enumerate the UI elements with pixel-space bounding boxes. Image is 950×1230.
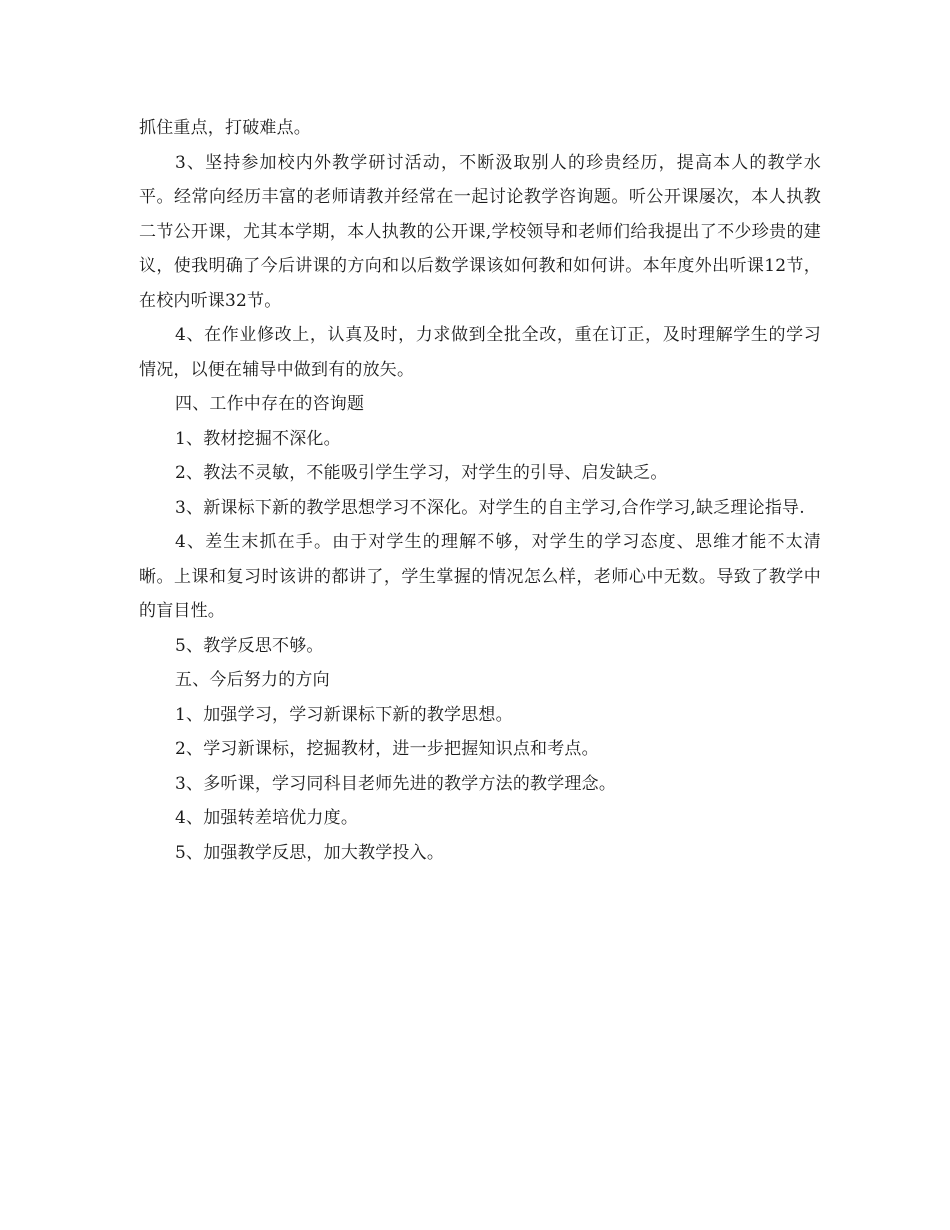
section-heading-direction: 五、今后努力的方向 [175, 670, 330, 690]
direction-item-2: 2、学习新课标，挖掘教材，进一步把握知识点和考点。 [175, 739, 599, 759]
direction-item-5: 5、加强教学反思，加大教学投入。 [175, 842, 445, 863]
problem-item-5: 5、教学反思不够。 [175, 635, 324, 656]
problem-item-2: 2、教法不灵敏，不能吸引学生学习，对学生的引导、启发缺乏。 [175, 463, 668, 483]
document-body [139, 111, 821, 870]
problem-item-1: 1、教材挖掘不深化。 [175, 428, 341, 449]
problem-item-4: 4、差生末抓在手。由于对学生的理解不够，对学生的学习态度、思维才能不太清晰。上课和复习时该讲的都讲了，学生掌握的情况怎么样，老师心中无数。导致了教学中的盲目性。 [139, 532, 821, 621]
paragraph-item-4-homework: 4、在作业修改上，认真及时，力求做到全批全改，重在订正，及时理解学生的学习情况，以便在辅导中做到有的放矢。 [139, 325, 821, 380]
direction-item-1: 1、加强学习，学习新课标下新的教学思想。 [175, 704, 513, 725]
paragraph-continuation: 抓住重点，打破难点。 [139, 118, 311, 138]
direction-item-4: 4、加强转差培优力度。 [175, 808, 359, 828]
paragraph-item-3-research: 3、坚持参加校内外教学研讨活动，不断汲取别人的珍贵经历，提高本人的教学水平。经常向经历丰富的老师请教并经常在一起讨论教学咨询题。听公开课屡次，本人执教二节公开课，尤其本学期，本人执教的公开课,学校领导和老师们给我提出了不少珍贵的建议，使我明确了今后讲课的方向和以后数学课该如何教和如何讲。本年度外出听课12节，在校内听课32节。 [139, 152, 821, 311]
direction-item-3: 3、多听课，学习同科目老师先进的教学方法的教学理念。 [175, 773, 617, 794]
section-heading-problems: 四、工作中存在的咨询题 [175, 394, 365, 414]
problem-item-3: 3、新课标下新的教学思想学习不深化。对学生的自主学习,合作学习,缺乏理论指导. [175, 497, 805, 518]
